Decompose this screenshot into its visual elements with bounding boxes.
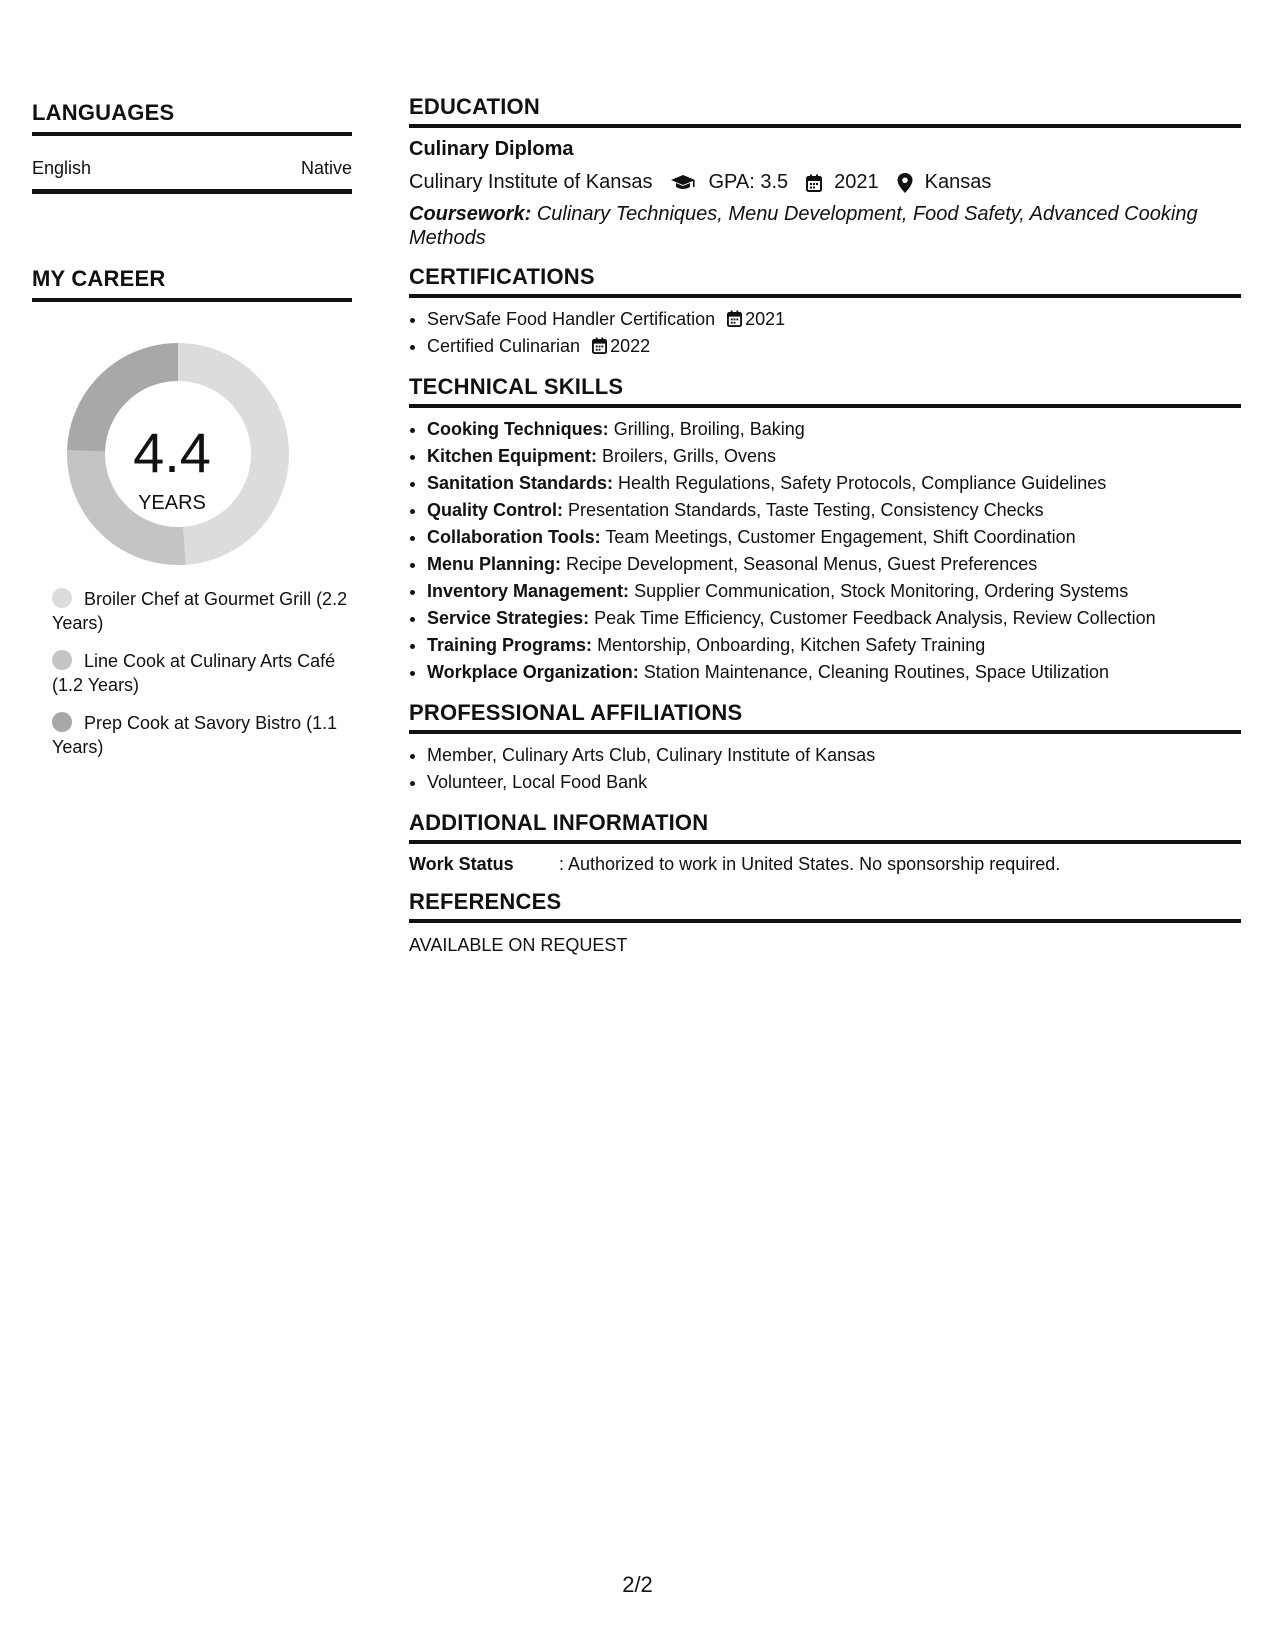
certification-name: ServSafe Food Handler Certification bbox=[427, 309, 716, 329]
calendar-icon bbox=[806, 174, 822, 192]
skill-item bbox=[427, 632, 1241, 659]
work-status-label: Work Status bbox=[409, 854, 514, 874]
education-location: Kansas bbox=[924, 171, 992, 193]
languages-heading: LANGUAGES bbox=[32, 100, 352, 136]
references-text: AVAILABLE ON REQUEST bbox=[409, 935, 628, 955]
education-heading: EDUCATION bbox=[409, 94, 1241, 128]
calendar-icon bbox=[592, 337, 607, 354]
skill-values: Broilers, Grills, Ovens bbox=[602, 446, 777, 466]
affiliations-list bbox=[409, 742, 1241, 796]
graduation-cap-icon bbox=[670, 174, 696, 192]
affiliations-section bbox=[409, 700, 1241, 796]
career-legend-item bbox=[52, 711, 352, 759]
career-legend-label: Prep Cook at Savory Bistro (1.1 Years) bbox=[52, 713, 338, 757]
coursework bbox=[409, 202, 1241, 250]
skills-section bbox=[409, 374, 1241, 686]
skill-values: Presentation Standards, Taste Testing, Consistency Checks bbox=[568, 500, 1044, 520]
certifications-heading: CERTIFICATIONS bbox=[409, 264, 1241, 298]
skill-item bbox=[427, 443, 1241, 470]
work-status-row bbox=[409, 854, 1241, 875]
coursework-label: Coursework: bbox=[409, 203, 532, 225]
career-legend bbox=[32, 587, 352, 759]
legend-dot bbox=[52, 650, 72, 670]
page-number: 2/2 bbox=[622, 1572, 653, 1597]
languages-section bbox=[32, 100, 352, 194]
skill-category: Quality Control: bbox=[427, 500, 563, 520]
legend-dot bbox=[52, 712, 72, 732]
coursework-text: Culinary Techniques, Menu Development, Food Safety, Advanced Cooking Methods bbox=[409, 203, 1198, 249]
certifications-section bbox=[409, 264, 1241, 360]
skill-item bbox=[427, 659, 1241, 686]
language-row bbox=[32, 136, 352, 194]
language-name: English bbox=[32, 158, 92, 178]
skill-values: Health Regulations, Safety Protocols, Compliance Guidelines bbox=[618, 473, 1107, 493]
skill-values: Station Maintenance, Cleaning Routines, Space Utilization bbox=[643, 662, 1109, 682]
skill-values: Supplier Communication, Stock Monitoring, Ordering Systems bbox=[634, 581, 1129, 601]
skill-category: Menu Planning: bbox=[427, 554, 561, 574]
skill-item bbox=[427, 524, 1241, 551]
work-status-value: : Authorized to work in United States. No sponsorship required. bbox=[559, 854, 1061, 874]
left-column bbox=[32, 100, 352, 773]
career-total-unit: YEARS bbox=[138, 492, 206, 514]
skill-category: Service Strategies: bbox=[427, 608, 590, 628]
affiliation-item: • Member, Culinary Arts Club, Culinary Institute of Kansas bbox=[427, 742, 1241, 769]
references-heading: REFERENCES bbox=[409, 889, 1241, 923]
career-total-years: 4.4 bbox=[133, 421, 211, 484]
skill-values: Recipe Development, Seasonal Menus, Guest Preferences bbox=[566, 554, 1038, 574]
skill-category: Sanitation Standards: bbox=[427, 473, 614, 493]
skill-category: Cooking Techniques: bbox=[427, 419, 609, 439]
degree-title: Culinary Diploma bbox=[409, 138, 574, 160]
skill-item bbox=[427, 470, 1241, 497]
skills-heading: TECHNICAL SKILLS bbox=[409, 374, 1241, 408]
skill-item bbox=[427, 578, 1241, 605]
location-pin-icon bbox=[897, 173, 913, 193]
affiliations-heading: PROFESSIONAL AFFILIATIONS bbox=[409, 700, 1241, 734]
skill-item bbox=[427, 551, 1241, 578]
career-legend-item bbox=[52, 587, 352, 635]
skills-list bbox=[409, 416, 1241, 686]
education-details bbox=[409, 171, 1241, 194]
skill-category: Workplace Organization: bbox=[427, 662, 639, 682]
affiliation-item: • Volunteer, Local Food Bank bbox=[427, 769, 1241, 796]
certification-item bbox=[427, 306, 1241, 333]
institution-name: Culinary Institute of Kansas bbox=[409, 171, 653, 193]
skill-item bbox=[427, 497, 1241, 524]
skill-category: Kitchen Equipment: bbox=[427, 446, 597, 466]
skill-category: Inventory Management: bbox=[427, 581, 630, 601]
language-level: Native bbox=[300, 158, 352, 178]
certification-year: 2022 bbox=[610, 336, 651, 356]
skill-values: Mentorship, Onboarding, Kitchen Safety Training bbox=[597, 635, 986, 655]
additional-info-heading: ADDITIONAL INFORMATION bbox=[409, 810, 1241, 844]
calendar-icon bbox=[727, 310, 742, 327]
skill-item bbox=[427, 605, 1241, 632]
skill-values: Team Meetings, Customer Engagement, Shift Coordination bbox=[605, 527, 1076, 547]
education-section bbox=[409, 94, 1241, 250]
career-legend-label: Broiler Chef at Gourmet Grill (2.2 Years) bbox=[52, 589, 348, 633]
references-section bbox=[409, 889, 1241, 956]
graduation-year: 2021 bbox=[834, 171, 879, 193]
skill-values: Grilling, Broiling, Baking bbox=[613, 419, 805, 439]
career-legend-label: Line Cook at Culinary Arts Café (1.2 Years) bbox=[52, 651, 336, 695]
certification-year: 2021 bbox=[745, 309, 786, 329]
additional-info-section bbox=[409, 810, 1241, 875]
career-donut-chart bbox=[32, 302, 352, 562]
legend-dot bbox=[52, 588, 72, 608]
skill-values: Peak Time Efficiency, Customer Feedback Analysis, Review Collection bbox=[594, 608, 1156, 628]
career-section bbox=[32, 266, 352, 759]
career-legend-item bbox=[52, 649, 352, 697]
certifications-list bbox=[409, 306, 1241, 360]
certification-name: Certified Culinarian bbox=[427, 336, 581, 356]
career-heading: MY CAREER bbox=[32, 266, 352, 302]
skill-category: Training Programs: bbox=[427, 635, 593, 655]
certification-item bbox=[427, 333, 1241, 360]
skill-category: Collaboration Tools: bbox=[427, 527, 601, 547]
gpa-value: GPA: 3.5 bbox=[708, 171, 789, 193]
right-column bbox=[409, 94, 1241, 970]
skill-item bbox=[427, 416, 1241, 443]
